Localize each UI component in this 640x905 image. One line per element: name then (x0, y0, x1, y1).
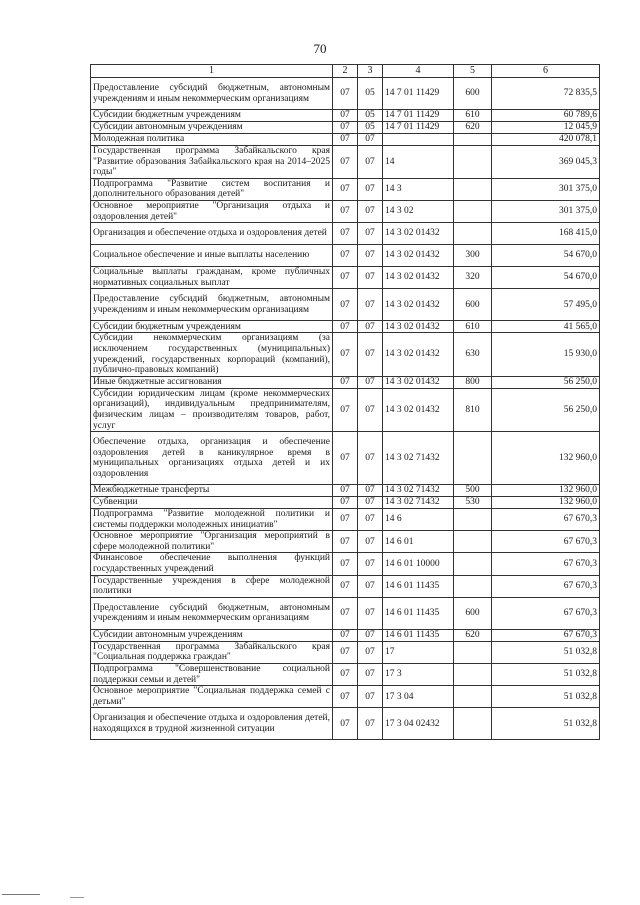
row-target-article: 14 3 02 01432 (383, 376, 454, 388)
row-section: 07 (333, 134, 358, 146)
row-amount: 54 670,0 (492, 267, 600, 289)
row-target-article: 17 3 (383, 664, 454, 686)
row-section: 07 (333, 485, 358, 497)
row-target-article: 17 (383, 641, 454, 663)
row-expense-type (454, 686, 492, 708)
row-name: Субсидии бюджетным учреждениям (91, 321, 333, 333)
row-subsection: 05 (358, 78, 383, 110)
header-row (91, 65, 600, 78)
table-row (91, 531, 600, 553)
table-row (91, 388, 600, 431)
row-target-article: 14 7 01 11429 (383, 110, 454, 122)
table-row (91, 497, 600, 509)
row-section: 07 (333, 597, 358, 629)
table-row (91, 78, 600, 110)
row-target-article: 14 6 01 10000 (383, 553, 454, 575)
header-col-4: 4 (383, 65, 454, 78)
budget-table (90, 64, 600, 740)
row-expense-type (454, 146, 492, 179)
row-expense-type (454, 708, 492, 740)
row-target-article: 14 6 01 11435 (383, 597, 454, 629)
row-expense-type: 810 (454, 388, 492, 431)
row-target-article: 14 3 02 71432 (383, 485, 454, 497)
row-name: Государственная программа Забайкальского края "Социальная поддержка граждан" (91, 641, 333, 663)
page-number: 70 (313, 41, 327, 56)
row-section: 07 (333, 553, 358, 575)
table-row (91, 200, 600, 222)
row-expense-type: 600 (454, 78, 492, 110)
row-subsection: 07 (358, 200, 383, 222)
row-target-article: 14 3 02 01432 (383, 289, 454, 321)
row-expense-type: 500 (454, 485, 492, 497)
table-row (91, 553, 600, 575)
row-amount: 67 670,3 (492, 597, 600, 629)
table-row (91, 597, 600, 629)
row-amount: 51 032,8 (492, 708, 600, 740)
row-expense-type: 610 (454, 321, 492, 333)
table-row (91, 641, 600, 663)
row-target-article: 14 3 02 (383, 200, 454, 222)
row-name: Подпрограмма "Развитие молодежной политики и системы поддержки молодежных инициатив" (91, 509, 333, 531)
row-name: Субсидии некоммерческим организациям (за исключением государственных (муниципальных) учреждений, государственных корпораций (компаний), публично-правовых компаний) (91, 333, 333, 376)
row-subsection: 07 (358, 432, 383, 485)
row-name: Основное мероприятие "Социальная поддержка семей с детьми" (91, 686, 333, 708)
row-subsection: 05 (358, 110, 383, 122)
row-amount: 60 789,6 (492, 110, 600, 122)
row-name: Субсидии автономным учреждениям (91, 122, 333, 134)
table-row (91, 178, 600, 200)
row-target-article: 17 3 04 02432 (383, 708, 454, 740)
header-col-6: 6 (492, 65, 600, 78)
row-section: 07 (333, 289, 358, 321)
row-target-article: 14 3 02 01432 (383, 267, 454, 289)
row-target-article: 14 6 01 11435 (383, 575, 454, 597)
row-subsection: 07 (358, 597, 383, 629)
header-col-2: 2 (333, 65, 358, 78)
row-section: 07 (333, 267, 358, 289)
row-section: 07 (333, 321, 358, 333)
row-name: Подпрограмма "Совершенствование социальной поддержки семьи и детей" (91, 664, 333, 686)
row-section: 07 (333, 178, 358, 200)
row-expense-type (454, 509, 492, 531)
row-amount: 57 495,0 (492, 289, 600, 321)
row-subsection: 07 (358, 708, 383, 740)
row-expense-type (454, 134, 492, 146)
row-amount: 51 032,8 (492, 686, 600, 708)
table-row (91, 267, 600, 289)
row-subsection: 07 (358, 146, 383, 179)
row-name: Предоставление субсидий бюджетным, автономным учреждениям и иным некоммерческим организациям (91, 597, 333, 629)
row-section: 07 (333, 78, 358, 110)
row-subsection: 05 (358, 122, 383, 134)
row-expense-type: 320 (454, 267, 492, 289)
row-target-article: 14 3 02 01432 (383, 245, 454, 267)
table-row (91, 664, 600, 686)
row-expense-type (454, 553, 492, 575)
header-col-3: 3 (358, 65, 383, 78)
row-name: Обеспечение отдыха, организация и обеспечение оздоровления детей в каникулярное время в муниципальных организациях отдыха детей и их оздоровления (91, 432, 333, 485)
row-name: Социальное обеспечение и иные выплаты населению (91, 245, 333, 267)
row-amount: 132 960,0 (492, 432, 600, 485)
row-amount: 132 960,0 (492, 497, 600, 509)
row-target-article: 14 3 02 01432 (383, 223, 454, 245)
table-row (91, 321, 600, 333)
row-name: Организация и обеспечение отдыха и оздоровления детей (91, 223, 333, 245)
table-row (91, 223, 600, 245)
header-col-1: 1 (91, 65, 333, 78)
row-subsection: 07 (358, 686, 383, 708)
row-amount: 51 032,8 (492, 641, 600, 663)
table-row (91, 686, 600, 708)
row-name: Субвенции (91, 497, 333, 509)
table-row (91, 485, 600, 497)
row-amount: 67 670,3 (492, 553, 600, 575)
scan-mark (2, 894, 40, 895)
row-amount: 54 670,0 (492, 245, 600, 267)
row-target-article: 14 3 02 71432 (383, 432, 454, 485)
row-amount: 301 375,0 (492, 200, 600, 222)
row-subsection: 07 (358, 497, 383, 509)
row-target-article: 14 3 02 01432 (383, 333, 454, 376)
row-section: 07 (333, 333, 358, 376)
row-name: Государственная программа Забайкальского края "Развитие образования Забайкальского края на 2014–2025 годы" (91, 146, 333, 179)
row-expense-type (454, 575, 492, 597)
row-target-article: 14 3 02 71432 (383, 497, 454, 509)
row-subsection: 07 (358, 509, 383, 531)
row-expense-type (454, 432, 492, 485)
table-row (91, 629, 600, 641)
row-expense-type: 530 (454, 497, 492, 509)
row-subsection: 07 (358, 321, 383, 333)
row-section: 07 (333, 376, 358, 388)
row-name: Государственные учреждения в сфере молодежной политики (91, 575, 333, 597)
row-subsection: 07 (358, 388, 383, 431)
row-expense-type: 620 (454, 629, 492, 641)
row-amount: 67 670,3 (492, 575, 600, 597)
row-name: Субсидии автономным учреждениям (91, 629, 333, 641)
row-section: 07 (333, 200, 358, 222)
row-name: Предоставление субсидий бюджетным, автономным учреждениям и иным некоммерческим организациям (91, 289, 333, 321)
row-amount: 369 045,3 (492, 146, 600, 179)
row-subsection: 07 (358, 641, 383, 663)
row-section: 07 (333, 664, 358, 686)
row-target-article: 17 3 04 (383, 686, 454, 708)
row-expense-type: 600 (454, 289, 492, 321)
table-row (91, 110, 600, 122)
row-section: 07 (333, 146, 358, 179)
row-subsection: 07 (358, 245, 383, 267)
row-target-article: 14 6 01 11435 (383, 629, 454, 641)
row-expense-type (454, 200, 492, 222)
row-section: 07 (333, 122, 358, 134)
row-name: Организация и обеспечение отдыха и оздоровления детей, находящихся в трудной жизненной ситуации (91, 708, 333, 740)
row-name: Молодежная политика (91, 134, 333, 146)
row-expense-type: 800 (454, 376, 492, 388)
row-name: Финансовое обеспечение выполнения функций государственных учреждений (91, 553, 333, 575)
row-expense-type (454, 641, 492, 663)
row-expense-type: 300 (454, 245, 492, 267)
row-section: 07 (333, 388, 358, 431)
row-expense-type: 630 (454, 333, 492, 376)
row-amount: 51 032,8 (492, 664, 600, 686)
row-name: Предоставление субсидий бюджетным, автономным учреждениям и иным некоммерческим организациям (91, 78, 333, 110)
row-target-article: 14 3 02 01432 (383, 321, 454, 333)
table-row (91, 376, 600, 388)
table-row (91, 122, 600, 134)
row-subsection: 07 (358, 178, 383, 200)
row-subsection: 07 (358, 575, 383, 597)
row-expense-type: 620 (454, 122, 492, 134)
row-section: 07 (333, 223, 358, 245)
row-amount: 301 375,0 (492, 178, 600, 200)
scan-mark (70, 897, 84, 898)
row-target-article (383, 134, 454, 146)
row-section: 07 (333, 686, 358, 708)
row-expense-type: 600 (454, 597, 492, 629)
row-target-article: 14 (383, 146, 454, 179)
row-name: Иные бюджетные ассигнования (91, 376, 333, 388)
row-amount: 56 250,0 (492, 376, 600, 388)
row-expense-type (454, 664, 492, 686)
row-amount: 56 250,0 (492, 388, 600, 431)
row-target-article: 14 7 01 11429 (383, 122, 454, 134)
row-section: 07 (333, 497, 358, 509)
row-target-article: 14 6 (383, 509, 454, 531)
row-section: 07 (333, 110, 358, 122)
table-row (91, 575, 600, 597)
table-row (91, 134, 600, 146)
row-amount: 67 670,3 (492, 509, 600, 531)
row-name: Субсидии юридическим лицам (кроме некоммерческих организаций), индивидуальным предпринимателям, физическим лицам – производителям товаров, работ, услуг (91, 388, 333, 431)
row-section: 07 (333, 641, 358, 663)
table-row (91, 333, 600, 376)
row-name: Межбюджетные трансферты (91, 485, 333, 497)
row-expense-type (454, 531, 492, 553)
row-amount: 12 045,9 (492, 122, 600, 134)
row-target-article: 14 7 01 11429 (383, 78, 454, 110)
row-subsection: 07 (358, 289, 383, 321)
row-amount: 15 930,0 (492, 333, 600, 376)
row-amount: 132 960,0 (492, 485, 600, 497)
row-amount: 168 415,0 (492, 223, 600, 245)
row-name: Основное мероприятие "Организация мероприятий в сфере молодежной политики" (91, 531, 333, 553)
row-target-article: 14 3 02 01432 (383, 388, 454, 431)
row-subsection: 07 (358, 134, 383, 146)
row-amount: 67 670,3 (492, 531, 600, 553)
header-col-5: 5 (454, 65, 492, 78)
row-subsection: 07 (358, 531, 383, 553)
row-section: 07 (333, 432, 358, 485)
table-row (91, 289, 600, 321)
row-subsection: 07 (358, 333, 383, 376)
row-subsection: 07 (358, 629, 383, 641)
table-row (91, 245, 600, 267)
row-expense-type (454, 178, 492, 200)
row-section: 07 (333, 708, 358, 740)
table-row (91, 509, 600, 531)
row-name: Субсидии бюджетным учреждениям (91, 110, 333, 122)
row-amount: 41 565,0 (492, 321, 600, 333)
row-subsection: 07 (358, 664, 383, 686)
row-name: Подпрограмма "Развитие систем воспитания и дополнительного образования детей" (91, 178, 333, 200)
row-section: 07 (333, 575, 358, 597)
row-subsection: 07 (358, 553, 383, 575)
row-subsection: 07 (358, 485, 383, 497)
row-target-article: 14 6 01 (383, 531, 454, 553)
table-row (91, 146, 600, 179)
row-subsection: 07 (358, 223, 383, 245)
row-expense-type (454, 223, 492, 245)
row-section: 07 (333, 509, 358, 531)
row-name: Социальные выплаты гражданам, кроме публичных нормативных социальных выплат (91, 267, 333, 289)
row-amount: 67 670,3 (492, 629, 600, 641)
table-row (91, 708, 600, 740)
row-name: Основное мероприятие "Организация отдыха и оздоровления детей" (91, 200, 333, 222)
row-section: 07 (333, 629, 358, 641)
row-subsection: 07 (358, 376, 383, 388)
table-row (91, 432, 600, 485)
row-subsection: 07 (358, 267, 383, 289)
row-expense-type: 610 (454, 110, 492, 122)
row-section: 07 (333, 531, 358, 553)
row-amount: 420 078,1 (492, 134, 600, 146)
row-section: 07 (333, 245, 358, 267)
row-target-article: 14 3 (383, 178, 454, 200)
row-amount: 72 835,5 (492, 78, 600, 110)
